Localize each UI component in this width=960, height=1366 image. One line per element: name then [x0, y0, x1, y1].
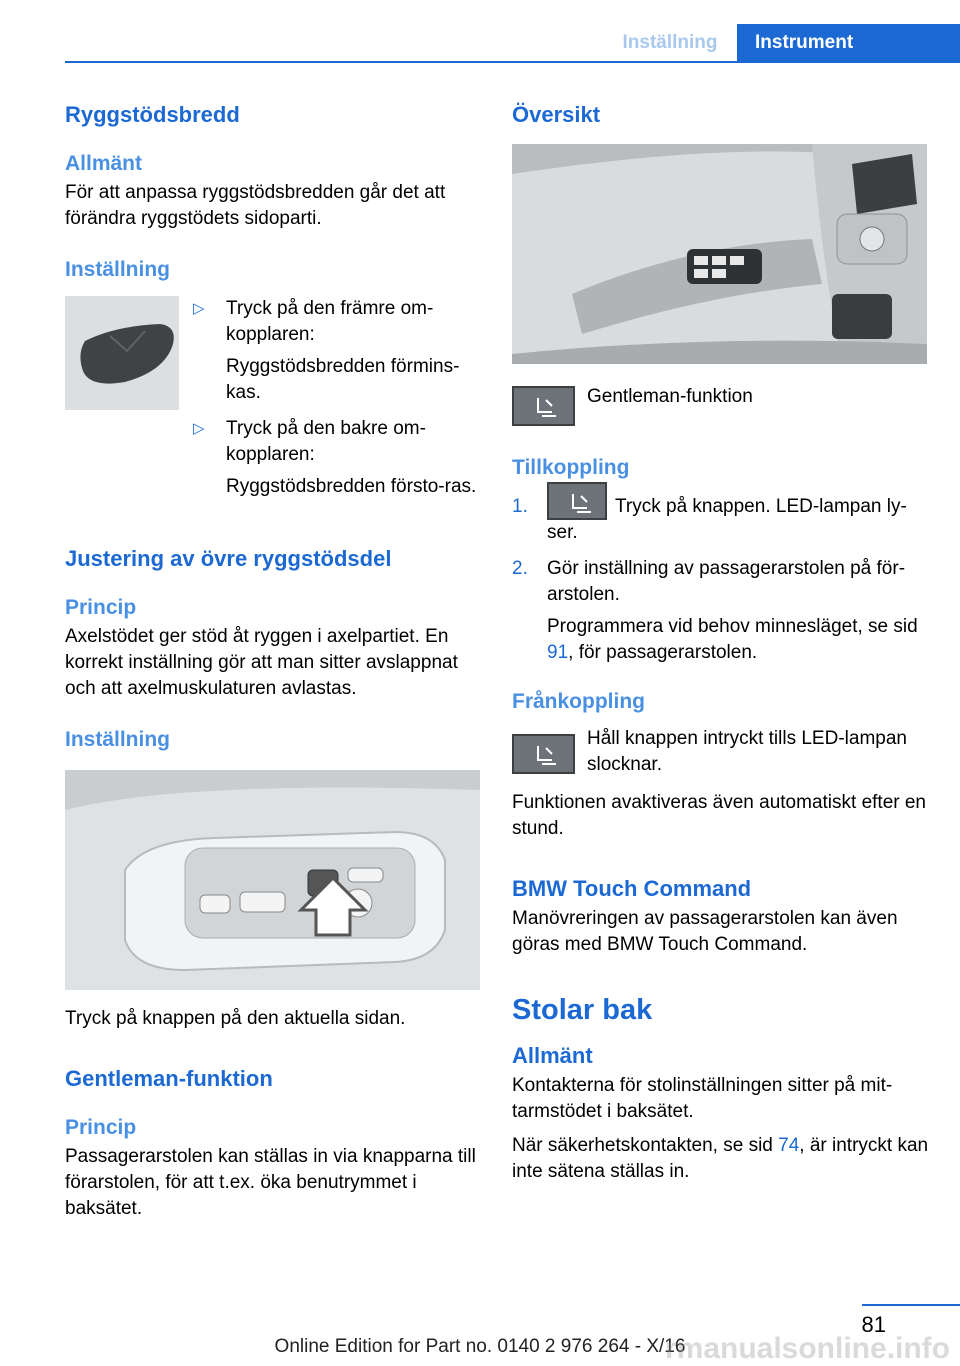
paragraph-princip-2: Passagerarstolen kan ställas in via knapparna till förarstolen, för att t.ex. öka benutrymmet i baksätet.	[65, 1146, 476, 1219]
paragraph-allmant: För att anpassa ryggstödsbredden går det att förändra ryggstödets sidoparti.	[65, 182, 446, 229]
header-rule	[65, 61, 960, 63]
paragraph-funktionen: Funktionen avaktiveras även automatiskt efter en stund.	[512, 792, 927, 840]
watermark: rmanualsonline.info	[664, 1332, 950, 1365]
step-number: 2.	[512, 558, 528, 580]
heading-gentleman: Gentleman-funktion	[65, 1066, 273, 1091]
gentleman-button-icon	[512, 386, 575, 426]
heading-allmant-2: Allmänt	[512, 1043, 593, 1069]
bullet-text: Tryck på den bakre om-kopplaren:	[226, 418, 426, 465]
page-link-74[interactable]: 74	[778, 1135, 800, 1157]
heading-princip-2: Princip	[65, 1116, 137, 1139]
footer-edition: Online Edition for Part no. 0140 2 976 264 - X/16	[274, 1336, 686, 1357]
step-text: Tryck på knappen. LED-lampan ly-ser.	[547, 496, 907, 544]
bullet-item-front	[193, 296, 483, 406]
heading-bmw-touch-command: BMW Touch Command	[512, 876, 752, 902]
step-number: 1.	[512, 496, 528, 517]
heading-tillkoppling: Tillkoppling	[512, 456, 630, 479]
heading-justering: Justering av övre ryggstödsdel	[65, 546, 392, 571]
heading-stolar-bak: Stolar bak	[512, 994, 653, 1027]
heading-oversikt: Översikt	[512, 102, 601, 127]
seat-controls-image	[65, 770, 480, 990]
right-column	[512, 96, 932, 1185]
paragraph-princip-1: Axelstödet ger stöd åt ryggen i axelpartiet. En korrekt inställning gör att man sitter avslappnat och att axelmuskulaturen avlastas.	[65, 626, 458, 699]
heading-allmant: Allmänt	[65, 152, 143, 175]
switch-image	[65, 296, 179, 410]
heading-frankoppling: Frånkoppling	[512, 690, 645, 714]
header-tab-instrument: Instrument	[737, 24, 960, 61]
step-text: Gör inställning av passagerarstolen på för-arstolen.	[547, 558, 906, 606]
installning-block	[65, 296, 483, 536]
bullet-text: Tryck på den främre om-kopplaren:	[226, 298, 434, 345]
step-subtext: Programmera vid behov minnesläget, se sid 91, för passagerarstolen.	[547, 616, 918, 664]
bullet-subtext: Ryggstödsbredden förmins-kas.	[226, 356, 460, 403]
backrest-switch-icon	[65, 296, 179, 410]
paragraph-tryck: Tryck på knappen på den aktuella sidan.	[65, 1008, 406, 1029]
gentleman-row	[512, 384, 932, 430]
paragraph-hall: Håll knappen intryckt tills LED-lampan slocknar.	[587, 728, 907, 776]
door-panel-image	[512, 144, 927, 364]
page-link-91[interactable]: 91	[547, 642, 569, 664]
gentleman-button-icon	[512, 734, 575, 774]
header-tab-installning: Inställning	[622, 32, 718, 53]
heading-princip-1: Princip	[65, 596, 137, 619]
step-1	[512, 494, 932, 546]
door-panel-icon	[512, 144, 927, 364]
bullet-subtext: Ryggstödsbredden försto-ras.	[226, 476, 477, 497]
seat-adjust-buttons-icon	[65, 770, 480, 990]
step-2	[512, 556, 932, 666]
heading-installning-1: Inställning	[65, 258, 170, 281]
bullet-list	[193, 296, 483, 500]
steps-list	[512, 494, 932, 666]
footer-rule	[862, 1304, 960, 1306]
paragraph-kontakterna: Kontakterna för stolinställningen sitter på mit-tarmstödet i baksätet.	[512, 1075, 893, 1123]
frankoppling-row	[512, 726, 932, 782]
page-number: 81	[861, 1312, 886, 1337]
heading-installning-2: Inställning	[65, 728, 170, 751]
paragraph-bmw: Manövreringen av passagerarstolen kan även göras med BMW Touch Command.	[512, 908, 898, 956]
gentleman-button-icon	[547, 482, 607, 520]
left-column	[65, 96, 483, 1222]
bullet-item-rear	[193, 416, 483, 500]
triangle-icon: ▷	[193, 300, 205, 317]
paragraph-nar: När säkerhetskontakten, se sid 74, är intryckt kan inte sätena ställas in.	[512, 1135, 929, 1183]
triangle-icon: ▷	[193, 420, 205, 437]
caption-gentleman: Gentleman-funktion	[587, 386, 753, 407]
heading-ryggstodsbredd: Ryggstödsbredd	[65, 102, 240, 127]
